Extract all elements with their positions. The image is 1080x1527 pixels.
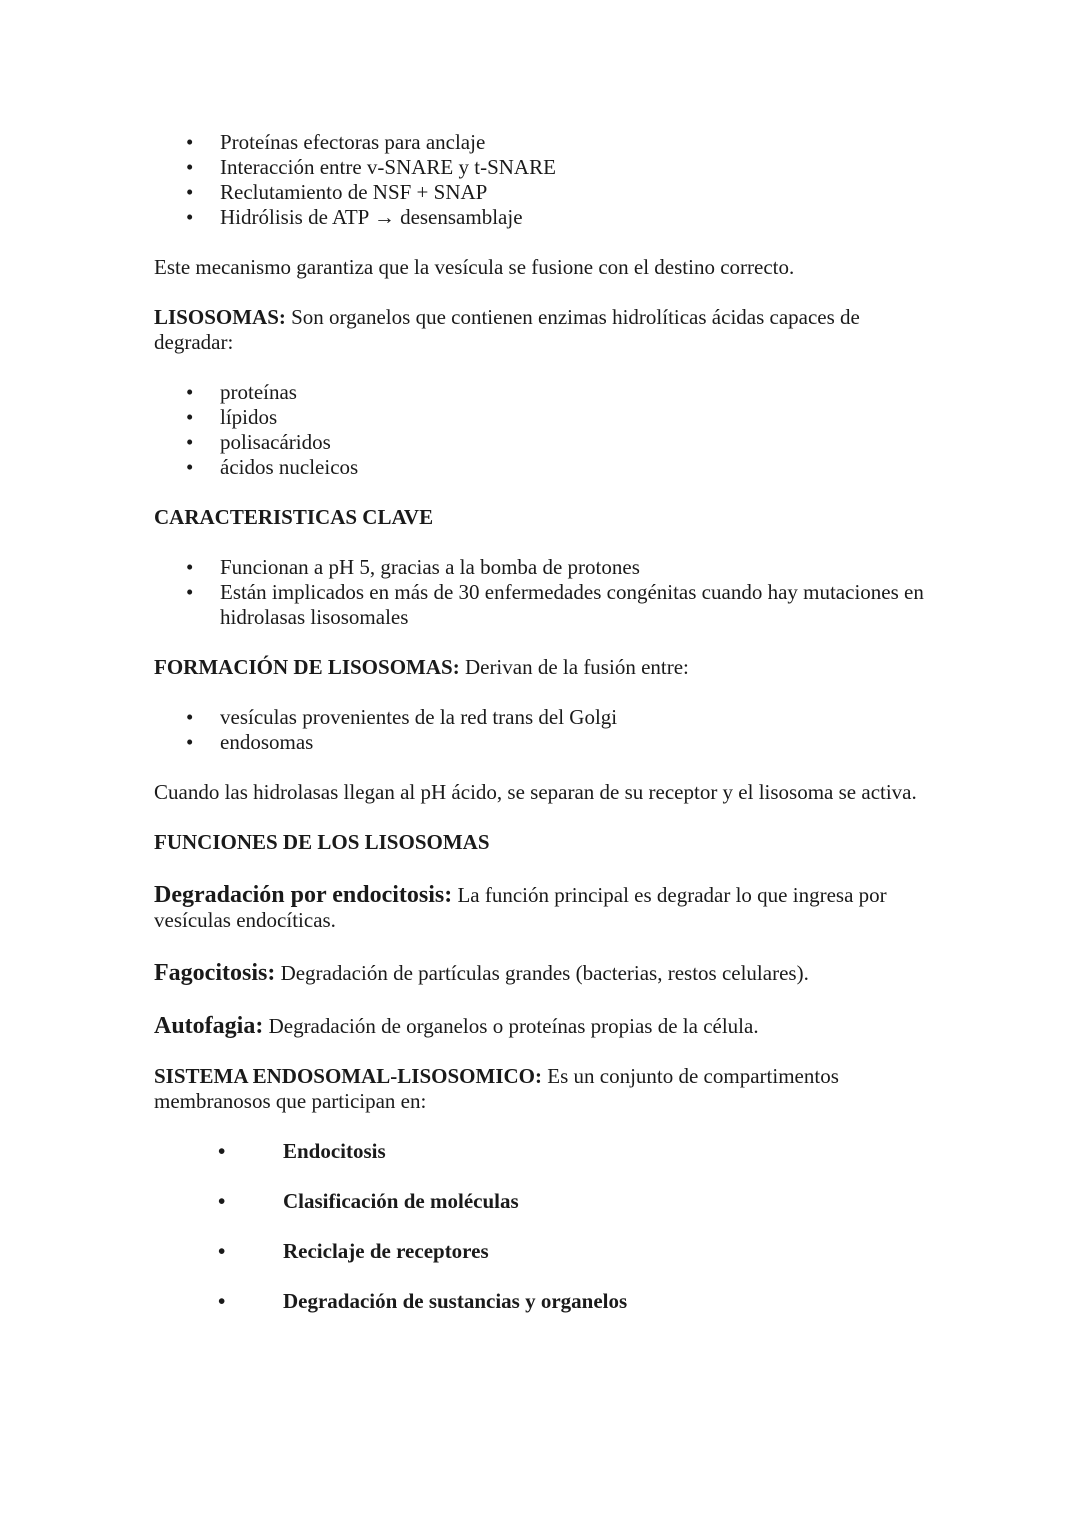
caracteristicas-list (154, 555, 934, 630)
bullet-icon: • (186, 705, 194, 729)
bullet-icon: • (186, 580, 194, 604)
list-item: • Reciclaje de receptores (218, 1239, 489, 1263)
bullet-icon: • (218, 1189, 226, 1213)
bullet-icon: • (218, 1239, 226, 1263)
mechanism-paragraph: Este mecanismo garantiza que la vesícula se fusione con el destino correcto. (154, 255, 795, 279)
list-item: • vesículas provenientes de la red trans del Golgi (186, 705, 618, 729)
bullet-icon: • (186, 430, 194, 454)
endocitosis-label: Degradación por endocitosis: (154, 882, 453, 908)
sistema-list (154, 1139, 934, 1314)
fagocitosis-label: Fagocitosis: (154, 960, 276, 986)
list-item: • proteínas (186, 380, 297, 404)
lisosomas-label: LISOSOMAS: (154, 305, 286, 329)
lisosomas-paragraph: LISOSOMAS: Son organelos que contienen enzimas hidrolíticas ácidas capaces de degradar: (154, 305, 860, 354)
bullet-icon: • (186, 155, 194, 179)
formacion-label: FORMACIÓN DE LISOSOMAS: (154, 655, 460, 679)
list-item: • Clasificación de moléculas (218, 1189, 519, 1213)
formacion-list (154, 705, 934, 755)
document-page (154, 130, 934, 1314)
list-item: • Interacción entre v-SNARE y t-SNARE (186, 155, 556, 179)
funciones-heading: FUNCIONES DE LOS LISOSOMAS (154, 830, 490, 854)
bullet-icon: • (218, 1289, 226, 1313)
hidrolasas-paragraph: Cuando las hidrolasas llegan al pH ácido, se separan de su receptor y el lisosoma se activa. (154, 780, 917, 804)
list-item: • Están implicados en más de 30 enfermedades congénitas cuando hay mutaciones en hidrolasas lisosomales (186, 580, 924, 629)
bullet-icon: • (186, 180, 194, 204)
bullet-icon: • (186, 730, 194, 754)
caracteristicas-heading: CARACTERISTICAS CLAVE (154, 505, 434, 529)
degrade-list (154, 380, 934, 480)
sistema-paragraph: SISTEMA ENDOSOMAL-LISOSOMICO: Es un conjunto de compartimentos membranosos que participan en: (154, 1064, 839, 1113)
autofagia-label: Autofagia: (154, 1013, 264, 1039)
sistema-label: SISTEMA ENDOSOMAL-LISOSOMICO: (154, 1064, 542, 1088)
list-item: • lípidos (186, 405, 278, 429)
bullet-icon: • (218, 1139, 226, 1163)
fagocitosis-paragraph: Fagocitosis: Degradación de partículas grandes (bacterias, restos celulares). (154, 960, 809, 986)
list-item: • polisacáridos (186, 430, 331, 454)
list-item: • ácidos nucleicos (186, 455, 359, 479)
bullet-icon: • (186, 405, 194, 429)
bullet-icon: • (186, 555, 194, 579)
list-item: • Proteínas efectoras para anclaje (186, 130, 486, 154)
snare-steps-list (154, 130, 934, 230)
bullet-icon: • (186, 130, 194, 154)
list-item: • Hidrólisis de ATP → desensamblaje (186, 205, 523, 229)
bullet-icon: • (186, 455, 194, 479)
list-item: • endosomas (186, 730, 314, 754)
bullet-icon: • (186, 380, 194, 404)
list-item: • Endocitosis (218, 1139, 386, 1163)
formacion-paragraph: FORMACIÓN DE LISOSOMAS: Derivan de la fusión entre: (154, 655, 689, 679)
autofagia-paragraph: Autofagia: Degradación de organelos o proteínas propias de la célula. (154, 1013, 759, 1039)
endocitosis-paragraph: Degradación por endocitosis: La función principal es degradar lo que ingresa por vesículas endocíticas. (154, 882, 887, 932)
list-item: • Degradación de sustancias y organelos (218, 1289, 628, 1313)
list-item: • Funcionan a pH 5, gracias a la bomba de protones (186, 555, 640, 579)
bullet-icon: • (186, 205, 194, 229)
list-item: • Reclutamiento de NSF + SNAP (186, 180, 488, 204)
